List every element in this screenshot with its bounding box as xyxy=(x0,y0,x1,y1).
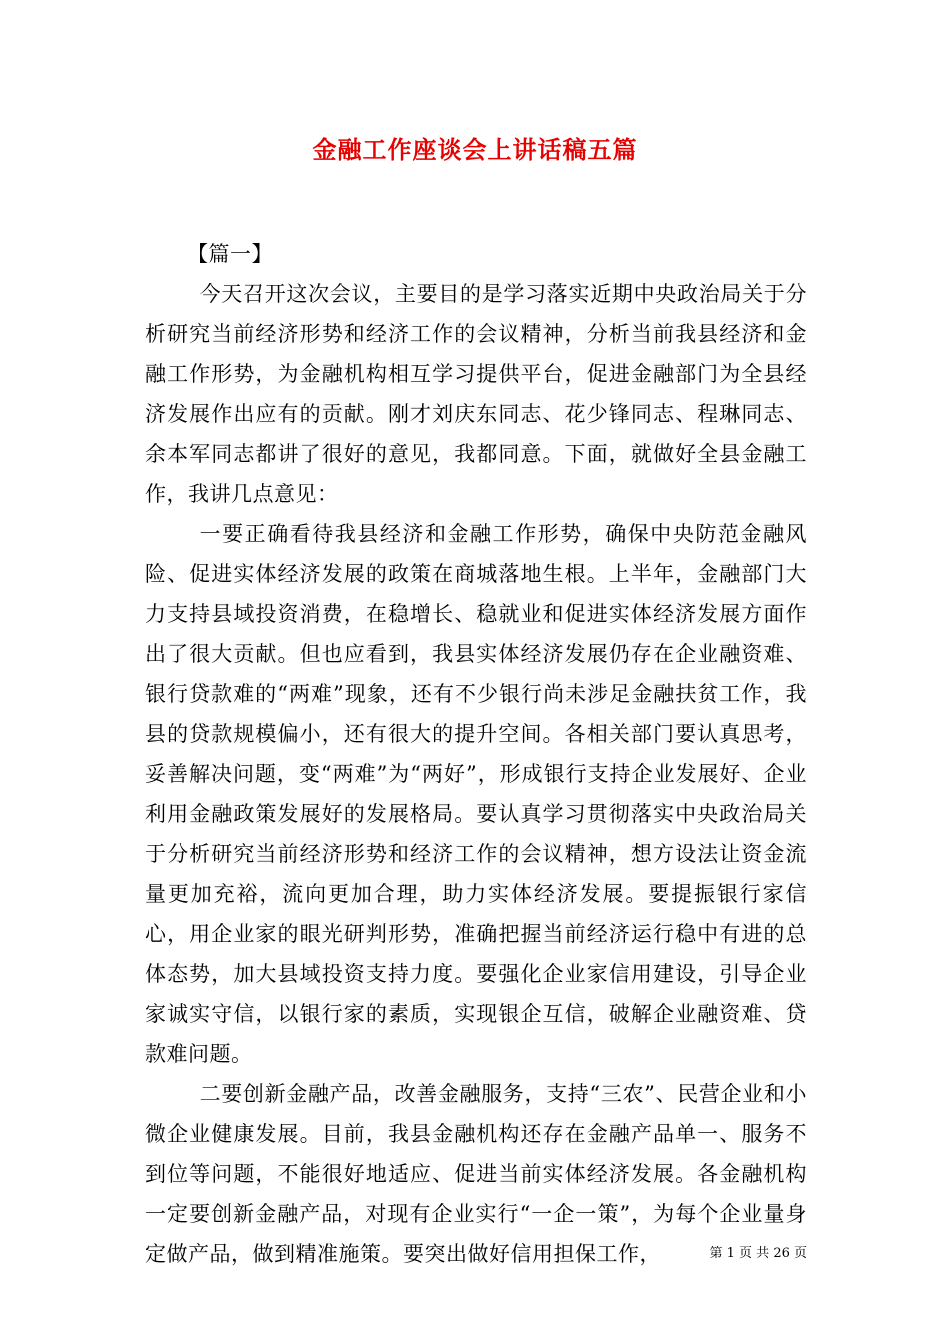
document-body xyxy=(145,234,807,1274)
paragraph-1: 今天召开这次会议，主要目的是学习落实近期中央政治局关于分析研究当前经济形势和经济工作的会议精神，分析当前我县经济和金融工作形势，为金融机构相互学习提供平台，促进金融部门为全县经济发展作出应有的贡献。刚才刘庆东同志、花少锋同志、程琳同志、余本军同志都讲了很好的意见，我都同意。下面，就做好全县金融工作，我讲几点意见： xyxy=(145,282,807,506)
paragraph-2: 一要正确看待我县经济和金融工作形势，确保中央防范金融风险、促进实体经济发展的政策在商城落地生根。上半年，金融部门大力支持县域投资消费，在稳增长、稳就业和促进实体经济发展方面作出了很大贡献。但也应看到，我县实体经济发展仍存在企业融资难、银行贷款难的“两难”现象，还有不少银行尚未涉足金融扶贫工作，我县的贷款规模偏小，还有很大的提升空间。各相关部门要认真思考，妥善解决问题，变“两难”为“两好”，形成银行支持企业发展好、企业利用金融政策发展好的发展格局。要认真学习贯彻落实中央政治局关于分析研究当前经济形势和经济工作的会议精神，想方设法让资金流量更加充裕，流向更加合理，助力实体经济发展。要提振银行家信心，用企业家的眼光研判形势，准确把握当前经济运行稳中有进的总体态势，加大县域投资支持力度。要强化企业家信用建设，引导企业家诚实守信，以银行家的素质，实现银企互信，破解企业融资难、贷款难问题。 xyxy=(145,522,807,1066)
document-title: 金融工作座谈会上讲话稿五篇 xyxy=(312,135,638,164)
paragraph-3: 二要创新金融产品，改善金融服务，支持“三农”、民营企业和小微企业健康发展。目前，我县金融机构还存在金融产品单一、服务不到位等问题，不能很好地适应、促进当前实体经济发展。各金融机构一定要创新金融产品，对现有企业实行“一企一策”，为每个企业量身定做产品，做到精准施策。要突出做好信用担保工作， xyxy=(145,1082,807,1266)
page-number-footer: 第 1 页 共 26 页 xyxy=(709,1246,807,1261)
section-label: 【篇一】 xyxy=(187,242,273,266)
